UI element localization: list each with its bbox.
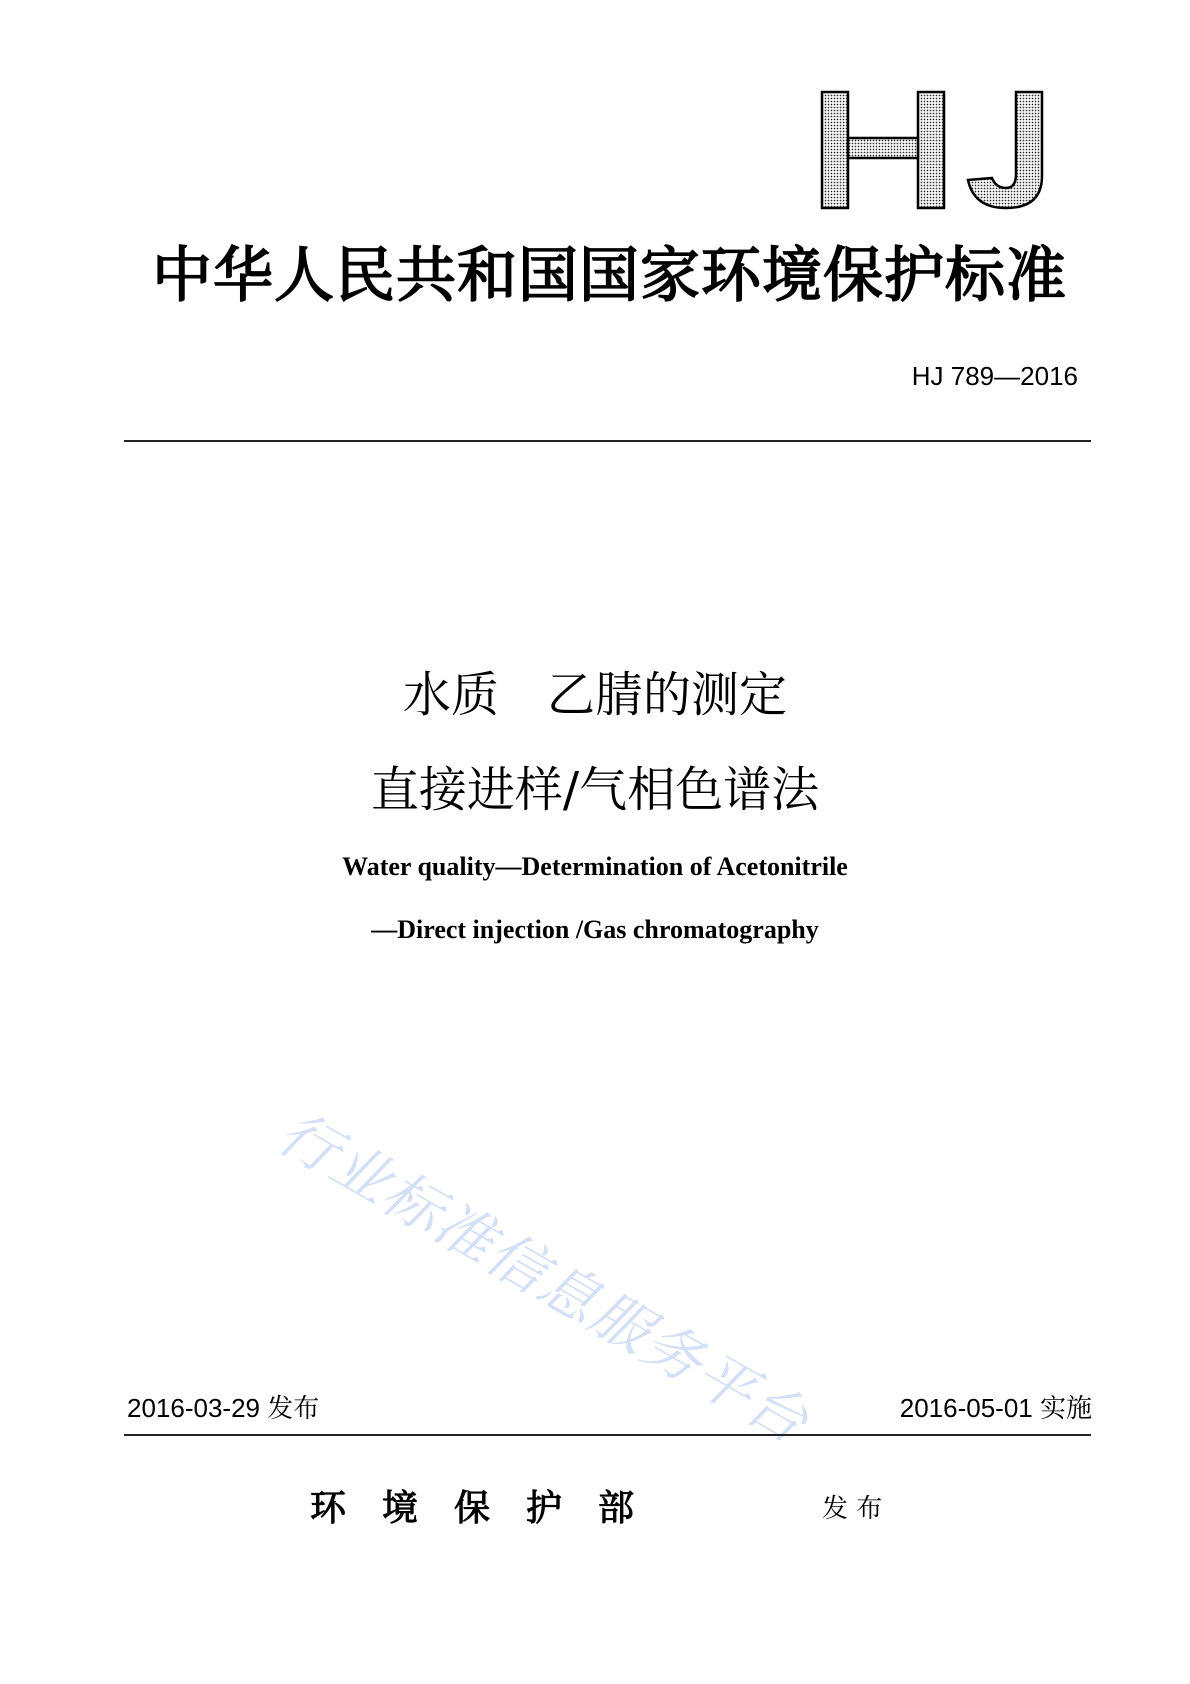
bottom-divider [124,1434,1091,1436]
title-cn-line2: 直接进样/气相色谱法 [370,762,820,818]
title-en-line1: Water quality—Determination of Acetonitrile [342,852,848,881]
issue-date: 2016-03-29 发布 [127,1393,320,1423]
implementation-date: 2016-05-01 实施 [899,1393,1092,1423]
hj-logo [818,88,1058,213]
publisher: 环 境 保 护 部 [310,1487,635,1529]
watermark: 行业标准信息服务平台 [267,1098,821,1458]
publisher-suffix: 发 布 [822,1494,883,1524]
top-divider [124,440,1091,442]
standard-code: HJ 789—2016 [911,361,1078,391]
hj-logo-j [968,92,1042,208]
org-title: 中华人民共和国国家环境保护标准 [152,241,1067,311]
title-cn-line1: 水质 乙腈的测定 [402,667,787,723]
title-en-line2: —Direct injection /Gas chromatography [371,915,819,944]
hj-logo-h [822,92,944,208]
